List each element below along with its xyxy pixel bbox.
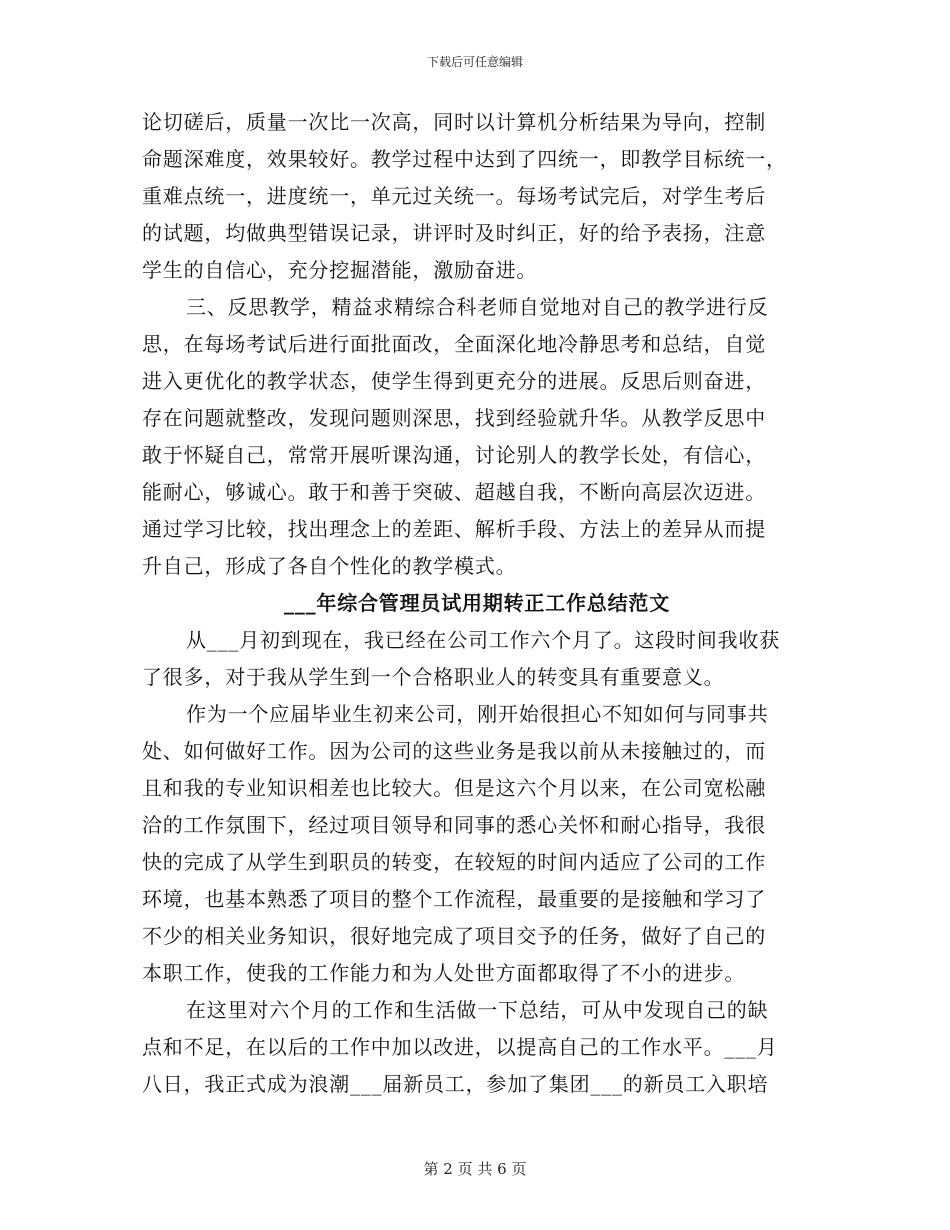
- text-line: 重难点统一，进度统一，单元过关统一。每场考试完后，对学生考后: [142, 184, 766, 208]
- text-line: 能耐心，够诚心。敢于和善于突破、超越自我，不断向高层次迈进。: [142, 480, 766, 504]
- text-line: 思，在每场考试后进行面批面改，全面深化地冷静思考和总结，自觉: [142, 332, 766, 356]
- text-line: 敢于怀疑自己，常常开展听课沟通，讨论别人的教学长处，有信心，: [142, 443, 766, 467]
- text-line: 在这里对六个月的工作和生活做一下总结，可从中发现自己的缺: [186, 998, 769, 1022]
- document-body: [142, 104, 812, 1103]
- page-header-note: 下载后可任意编辑: [426, 55, 523, 69]
- text-line: 通过学习比较，找出理念上的差距、解析手段、方法上的差异从而提: [142, 517, 766, 541]
- text-line: 且和我的专业知识相差也比较大。但是这六个月以来，在公司宽松融: [142, 776, 766, 800]
- text-line: 处、如何做好工作。因为公司的这些业务是我以前从未接触过的，而: [142, 739, 766, 763]
- text-line: 三、反思教学，精益求精综合科老师自觉地对自己的教学进行反: [186, 295, 769, 319]
- section-title: ___年综合管理员试用期转正工作总结范文: [284, 591, 670, 615]
- text-line: 论切磋后，质量一次比一次高，同时以计算机分析结果为导向，控制: [142, 110, 766, 134]
- text-line: 环境，也基本熟悉了项目的整个工作流程，最重要的是接触和学习了: [142, 887, 766, 911]
- text-line: 本职工作，使我的工作能力和为人处世方面都取得了不小的进步。: [142, 961, 746, 985]
- text-line: 点和不足，在以后的工作中加以改进，以提高自己的工作水平。___月: [142, 1035, 778, 1059]
- page-number: 第 2 页 共 6 页: [423, 1160, 527, 1178]
- text-line: 进入更优化的教学状态，使学生得到更充分的进展。反思后则奋进，: [142, 369, 766, 393]
- text-line: 命题深难度，效果较好。教学过程中达到了四统一，即教学目标统一，: [142, 147, 787, 171]
- text-line: 作为一个应届毕业生初来公司，刚开始很担心不知如何与同事共: [186, 702, 769, 726]
- text-line: 快的完成了从学生到职员的转变，在较短的时间内适应了公司的工作: [142, 850, 766, 874]
- text-line: 洽的工作氛围下，经过项目领导和同事的悉心关怀和耐心指导，我很: [142, 813, 766, 837]
- text-line: 了很多，对于我从学生到一个合格职业人的转变具有重要意义。: [142, 665, 725, 689]
- text-line: 八日，我正式成为浪潮___届新员工，参加了集团___的新员工入职培: [142, 1072, 769, 1096]
- text-line: 存在问题就整改，发现问题则深思，找到经验就升华。从教学反思中: [142, 406, 766, 430]
- text-line: 不少的相关业务知识，很好地完成了项目交予的任务，做好了自己的: [142, 924, 766, 948]
- text-line: 学生的自信心，充分挖掘潜能，激励奋进。: [142, 258, 538, 282]
- text-line: 的试题，均做典型错误记录，讲评时及时纠正，好的给予表扬，注意: [142, 221, 766, 245]
- text-line: 从___月初到现在，我已经在公司工作六个月了。这段时间我收获: [186, 628, 780, 652]
- text-line: 升自己，形成了各自个性化的教学模式。: [142, 554, 517, 578]
